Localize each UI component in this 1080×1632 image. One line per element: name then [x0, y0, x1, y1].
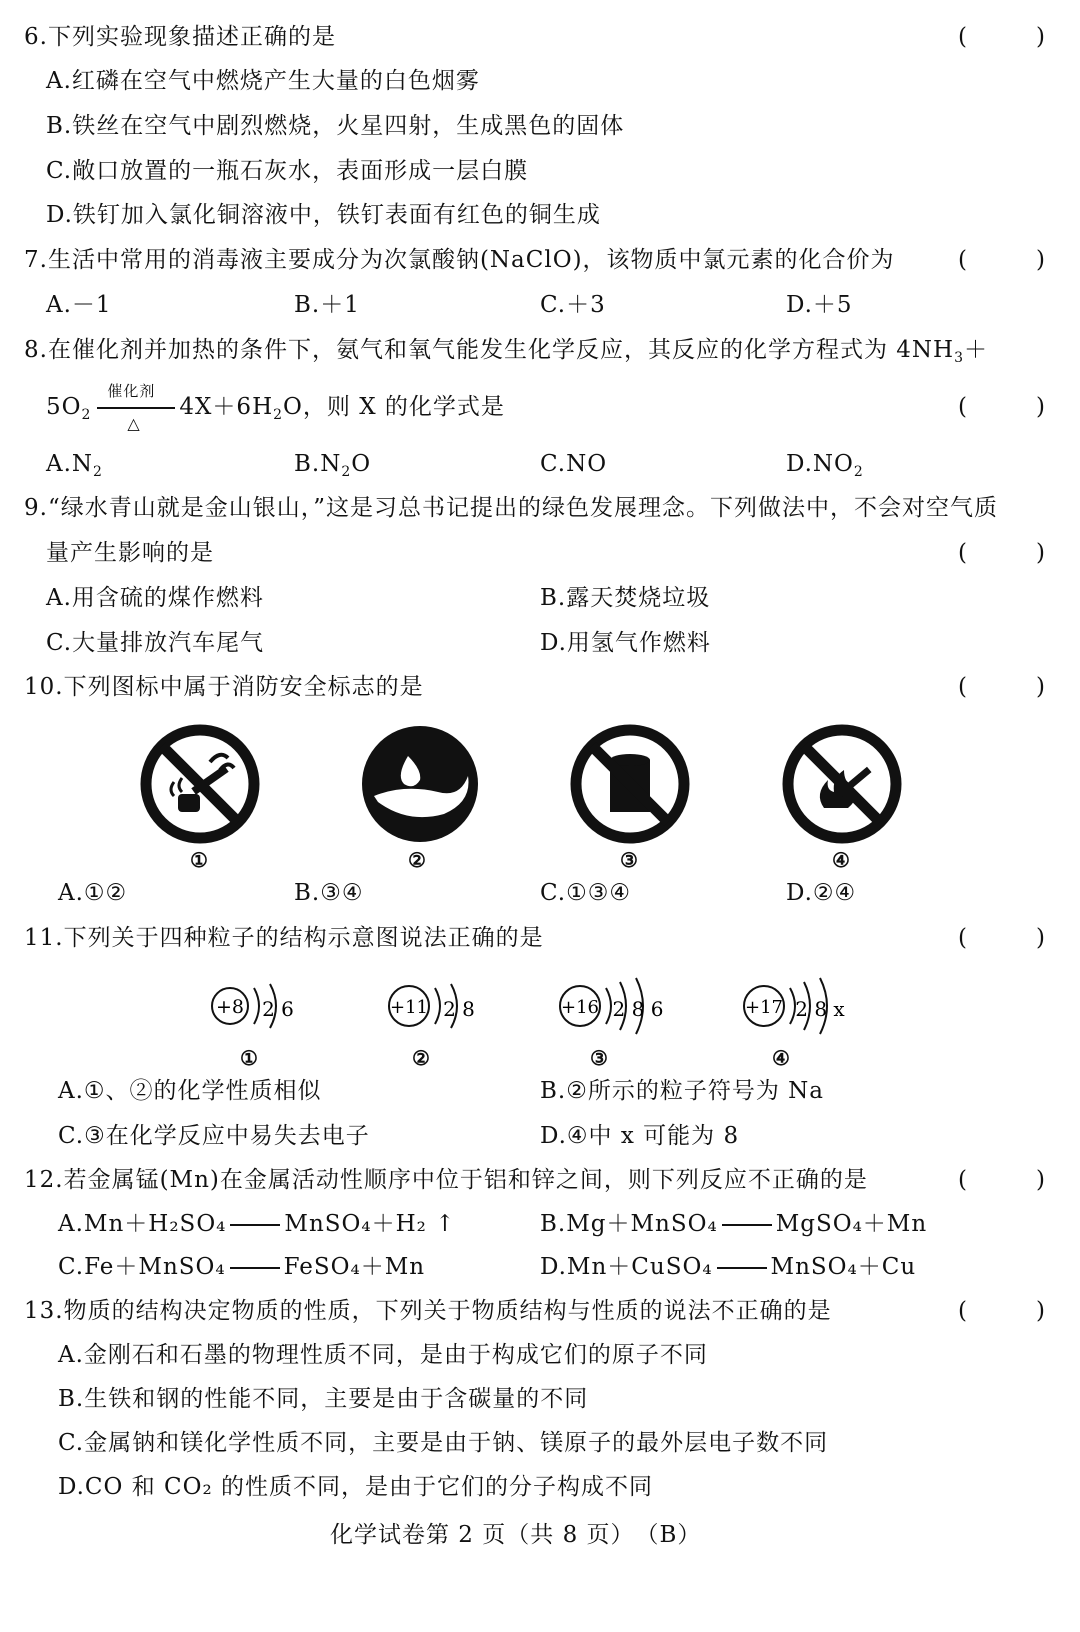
q13-answer-paren: ( ): [958, 1298, 1045, 1324]
q6-stem: 6.下列实验现象描述正确的是: [24, 24, 336, 50]
q8-products: 4X＋6H: [179, 394, 274, 420]
atom-2-shells: 2 8: [443, 997, 475, 1021]
q8-stem-text: 8.在催化剂并加热的条件下，氨气和氧气能发生化学反应，其反应的化学方程式为 4NH: [24, 337, 955, 363]
q7-option-a: A.－1: [46, 292, 112, 318]
page-footer: 化学试卷第 2 页（共 8 页） （B）: [330, 1522, 702, 1548]
atom-diagram-4: [740, 976, 860, 1036]
q6-option-a: A.红磷在空气中燃烧产生大量的白色烟雾: [46, 68, 480, 94]
atom-2-nucleus: +11: [390, 997, 428, 1018]
atom-3-nucleus: +16: [561, 997, 599, 1018]
sign-label-2: ②: [408, 848, 426, 872]
atom-3-shells: 2 8 6: [612, 997, 664, 1021]
q8-answer-paren: ( ): [958, 394, 1045, 420]
q9-stem-line2: 量产生影响的是: [46, 540, 214, 566]
heat-symbol: △: [127, 414, 141, 433]
q8-option-c: C.NO: [540, 451, 608, 477]
q11-option-a: A.①、②的化学性质相似: [58, 1078, 322, 1104]
q11-option-c: C.③在化学反应中易失去电子: [58, 1123, 370, 1149]
reaction-condition-arrow: [97, 382, 175, 433]
q7-option-c: C.＋3: [540, 292, 606, 318]
no-smoking-sign-icon: [138, 722, 262, 846]
q13-stem: 13.物质的结构决定物质的性质，下列关于物质结构与性质的说法不正确的是: [24, 1298, 832, 1324]
q9-option-b: B.露天焚烧垃圾: [540, 585, 711, 611]
atom-label-2: ②: [412, 1046, 430, 1070]
q8-o2: 5O: [46, 394, 82, 420]
q6-answer-paren: ( ): [958, 24, 1045, 50]
q12-option-c: C.Fe＋MnSO₄ FeSO₄＋Mn: [58, 1254, 426, 1280]
atom-4-nucleus: +17: [745, 997, 783, 1018]
q12-stem: 12.若金属锰(Mn)在金属活动性顺序中位于铝和锌之间，则下列反应不正确的是: [24, 1167, 868, 1193]
q8-o2-subscript: 2: [81, 407, 92, 423]
no-flammables-sign-icon: [568, 722, 692, 846]
q6-option-b: B.铁丝在空气中剧烈燃烧，火星四射，生成黑色的固体: [46, 113, 625, 139]
q8-option-b: $B.N_2O$: [294, 451, 372, 480]
q11-option-d: D.④中 x 可能为 8: [540, 1123, 740, 1149]
q7-stem: 7.生活中常用的消毒液主要成分为次氯酸钠(NaClO)，该物质中氯元素的化合价为: [24, 247, 895, 273]
catalyst-label: 催化剂: [107, 382, 156, 400]
q7-option-d: D.＋5: [786, 292, 853, 318]
atom-1-shells: 2 6: [262, 997, 294, 1021]
q9-option-c: C.大量排放汽车尾气: [46, 630, 265, 656]
q10-option-c: C.①③④: [540, 880, 631, 906]
q10-option-b: B.③④: [294, 880, 364, 906]
sign-label-4: ④: [832, 848, 850, 872]
q13-option-a: A.金刚石和石墨的物理性质不同，是由于构成它们的原子不同: [58, 1342, 708, 1368]
atom-diagram-3: [556, 976, 676, 1036]
q8-question: O，则 X 的化学式是: [283, 394, 505, 420]
q12-option-b: B.Mg＋MnSO₄ MgSO₄＋Mn: [540, 1211, 928, 1237]
q11-option-b: B.②所示的粒子符号为 Na: [540, 1078, 824, 1104]
atom-4-shells: 2 8 x: [795, 997, 845, 1021]
atom-diagram-2: [385, 980, 485, 1036]
q8-stem-line1: [24, 335, 988, 365]
q11-answer-paren: ( ): [958, 925, 1045, 951]
q10-answer-paren: ( ): [958, 674, 1045, 700]
q6-option-c: C.敞口放置的一瓶石灰水，表面形成一层白膜: [46, 158, 529, 184]
q9-stem-line1: 9.“绿水青山就是金山银山，”这是习总书记提出的绿色发展理念。下列做法中，不会对空气质: [24, 495, 998, 521]
q8-h2o-subscript: 2: [273, 407, 284, 423]
q9-option-a: A.用含硫的煤作燃料: [46, 585, 264, 611]
q8-nh3-subscript: 3: [954, 350, 964, 366]
atom-label-4: ④: [772, 1046, 790, 1070]
sign-label-1: ①: [190, 848, 208, 872]
sign-label-3: ③: [620, 848, 638, 872]
q7-answer-paren: ( ): [958, 247, 1045, 273]
atom-label-1: ①: [240, 1046, 258, 1070]
q9-option-d: D.用氢气作燃料: [540, 630, 711, 656]
q10-option-d: D.②④: [786, 880, 857, 906]
q13-option-c: C.金属钠和镁化学性质不同，主要是由于钠、镁原子的最外层电子数不同: [58, 1430, 829, 1456]
atom-1-nucleus: +8: [215, 996, 245, 1018]
q8-option-d: $D.NO_2$: [786, 451, 864, 480]
q12-answer-paren: ( ): [958, 1167, 1045, 1193]
atom-diagram-1: [208, 980, 308, 1036]
q11-stem: 11.下列关于四种粒子的结构示意图说法正确的是: [24, 925, 544, 951]
q10-option-a: A.①②: [58, 880, 128, 906]
q10-stem: 10.下列图标中属于消防安全标志的是: [24, 674, 424, 700]
q7-option-b: B.＋1: [294, 292, 360, 318]
no-open-flame-sign-icon: [780, 722, 904, 846]
q13-option-d: D.CO 和 CO₂ 的性质不同，是由于它们的分子构成不同: [58, 1474, 653, 1500]
q8-plus: ＋: [964, 337, 988, 363]
q8-option-a: $A.N_2$: [46, 451, 103, 480]
q12-option-d: D.Mn＋CuSO₄ MnSO₄＋Cu: [540, 1254, 917, 1280]
atom-label-3: ③: [590, 1046, 608, 1070]
q13-option-b: B.生铁和钢的性能不同，主要是由于含碳量的不同: [58, 1386, 589, 1412]
q12-option-a: A.Mn＋H₂SO₄ MnSO₄＋H₂ ↑: [58, 1211, 456, 1237]
q8-equation-line: [46, 382, 505, 433]
q6-option-d: D.铁钉加入氯化铜溶液中，铁钉表面有红色的铜生成: [46, 202, 601, 228]
water-saving-sign-icon: [358, 722, 482, 846]
q9-answer-paren: ( ): [958, 540, 1045, 566]
